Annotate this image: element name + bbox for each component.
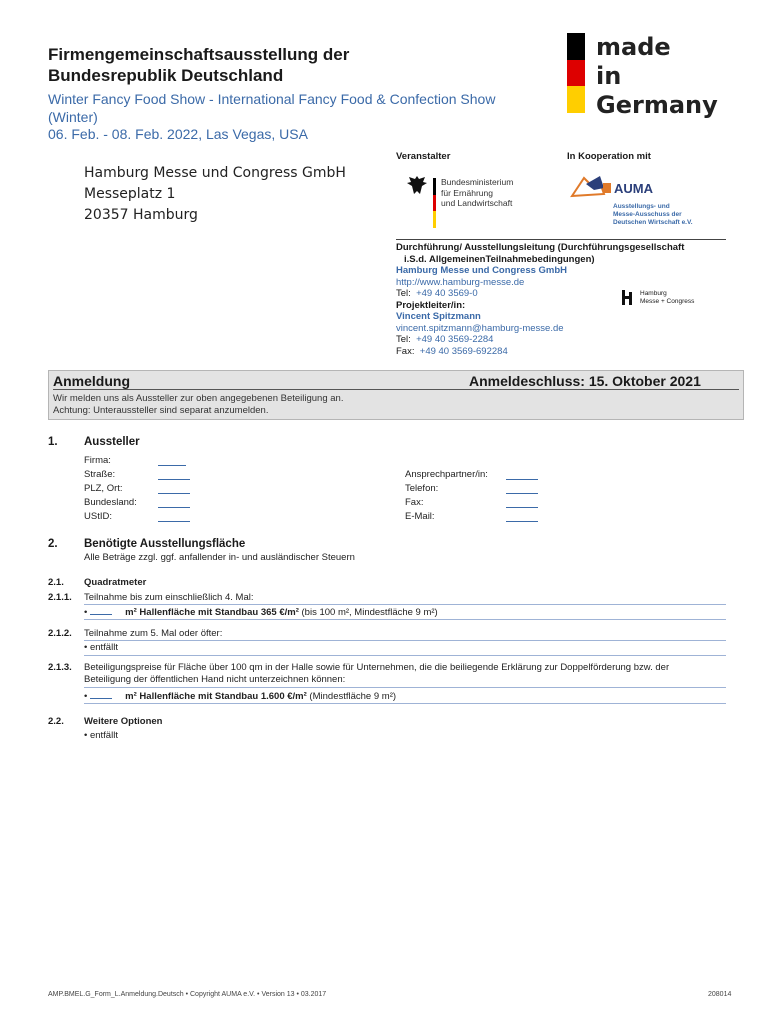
title-line-1: Firmengemeinschaftsausstellung der — [48, 45, 350, 64]
option-b: mit Standbau 365 €/m² — [198, 607, 299, 618]
logo-word: made — [596, 33, 671, 61]
bmel-line: und Landwirtschaft — [441, 198, 513, 208]
section-1-number: 1. — [48, 436, 58, 448]
anmeldung-deadline: Anmeldeschluss: 15. Oktober 2021 — [469, 373, 701, 389]
fax-input[interactable] — [506, 507, 538, 508]
field-label-firma: Firma: — [84, 455, 111, 466]
event-name-line-1: Winter Fancy Food Show - International Fancy Food & Confection Show — [48, 91, 496, 107]
bmel-logo-text — [441, 177, 513, 209]
ustid-input[interactable] — [158, 521, 190, 522]
return-address — [84, 163, 346, 226]
anmeldung-text — [53, 393, 343, 417]
divider — [396, 239, 726, 240]
hamburg-messe-logo — [640, 290, 694, 306]
text-line: Beteiligung der öffentlichen Hand nicht unterzeichnen können: — [84, 674, 346, 685]
event-dates: 06. Feb. - 08. Feb. 2022, Las Vegas, USA — [48, 126, 308, 142]
tax-note: Alle Beträge zzgl. ggf. anfallender in- und ausländischer Steuern — [84, 552, 355, 563]
hm-line: Messe + Congress — [640, 298, 695, 305]
text-line: Beteiligungspreise für Fläche über 100 qm in der Halle sowie für Unternehmen, die die beiliegende Erklärung zur Doppelförderung bzw. der — [84, 662, 670, 673]
bundesland-input[interactable] — [158, 507, 190, 508]
option-box-bottom — [84, 619, 726, 620]
section-1-title: Aussteller — [84, 436, 140, 448]
hm-line: Hamburg — [640, 290, 667, 297]
option-2-1-3[interactable] — [84, 690, 396, 702]
anmeldung-text-line: Wir melden uns als Aussteller zur oben angegebenen Beteiligung an. — [53, 393, 344, 404]
address-line: Messeplatz 1 — [84, 186, 176, 202]
ansprechpartner-input[interactable] — [506, 479, 538, 480]
bmel-line: Bundesministerium — [441, 177, 514, 187]
field-label-email: E-Mail: — [405, 511, 435, 522]
option-2-1-1[interactable] — [84, 606, 438, 618]
subsection-2-1-2-number: 2.1.2. — [48, 628, 72, 639]
option-c: (Mindestfläche 9 m²) — [306, 691, 397, 702]
federal-eagle-icon — [405, 174, 429, 196]
field-label-ansprechpartner: Ansprechpartner/in: — [405, 469, 488, 480]
tel-label: Tel: — [396, 288, 411, 299]
plz-ort-input[interactable] — [158, 493, 190, 494]
option-a: m² Hallenfläche — [125, 691, 199, 702]
subsection-2-1-2-text: Teilnahme zum 5. Mal oder öfter: — [84, 628, 223, 639]
address-line: Hamburg Messe und Congress GmbH — [84, 165, 346, 181]
projektleiter-phone — [396, 334, 736, 346]
organizer-company: Hamburg Messe und Congress GmbH — [396, 265, 568, 276]
tel-value: +49 40 3569-2284 — [416, 334, 494, 345]
field-label-telefon: Telefon: — [405, 483, 439, 494]
quantity-blank-input[interactable] — [90, 606, 112, 615]
bullet: • — [84, 691, 88, 702]
option-2-1-2: • entfällt — [84, 642, 118, 653]
subsection-2-2-title: Weitere Optionen — [84, 716, 163, 727]
field-label-bundesland: Bundesland: — [84, 497, 137, 508]
organizer-url-link[interactable]: http://www.hamburg-messe.de — [396, 276, 525, 288]
auma-sub-line: Ausstellungs- und — [613, 203, 670, 210]
fax-label: Fax: — [396, 345, 415, 357]
option-box-bottom — [84, 655, 726, 656]
option-box-top — [84, 604, 726, 605]
anmeldung-divider — [53, 389, 739, 390]
email-input[interactable] — [506, 521, 538, 522]
subsection-2-1-1-text: Teilnahme bis zum einschließlich 4. Mal: — [84, 592, 254, 603]
subsection-2-1-3-text — [84, 662, 734, 686]
bmel-line: für Ernährung — [441, 187, 493, 198]
auma-subtitle — [613, 203, 693, 227]
option-a: m² Hallenfläche — [125, 607, 199, 618]
bullet: • — [84, 607, 88, 618]
auma-sub-line: Deutschen Wirtschaft e.V. — [613, 219, 693, 226]
kooperation-label: In Kooperation mit — [567, 151, 651, 162]
logo-word: in — [596, 62, 622, 90]
durchfuehrung-label: Durchführung/ Ausstellungsleitung (Durchführungsgesellschaft — [396, 242, 685, 253]
firma-input[interactable] — [158, 465, 186, 466]
durchfuehrung-label-cont: i.S.d. AllgemeinenTeilnahmebedingungen) — [404, 253, 595, 265]
auma-sub-line: Messe-Ausschuss der — [613, 211, 682, 218]
projektleiter-email-link[interactable]: vincent.spitzmann@hamburg-messe.de — [396, 322, 564, 334]
title-line-2: Bundesrepublik Deutschland — [48, 66, 284, 85]
footer-copyright: AMP.BMEL.G_Form_L.Anmeldung.Deutsch • Copyright AUMA e.V. • Version 13 • 03.2017 — [48, 991, 327, 998]
strasse-input[interactable] — [158, 479, 190, 480]
veranstalter-label: Veranstalter — [396, 151, 451, 162]
quantity-blank-input[interactable] — [90, 690, 112, 699]
projektleiter-name: Vincent Spitzmann — [396, 311, 481, 322]
section-2-title: Benötigte Ausstellungsfläche — [84, 538, 246, 550]
event-name-line-2: (Winter) — [48, 109, 98, 125]
subsection-2-2-number: 2.2. — [48, 716, 64, 727]
event-name — [48, 90, 548, 126]
subsection-2-1-title: Quadratmeter — [84, 577, 147, 588]
projektleiter-fax — [396, 346, 736, 358]
field-label-ustid: UStID: — [84, 511, 112, 522]
logo-word: Germany — [596, 91, 718, 119]
hamburg-messe-logo-icon — [622, 290, 634, 305]
document-title — [48, 44, 528, 86]
projektleiter-label: Projektleiter/in: — [396, 299, 466, 311]
tel-value: +49 40 3569-0 — [416, 288, 478, 299]
fax-value: +49 40 3569-692284 — [419, 345, 508, 357]
telefon-input[interactable] — [506, 493, 538, 494]
field-label-plz-ort: PLZ, Ort: — [84, 483, 123, 494]
bmel-flag-stripe-icon — [433, 178, 436, 228]
german-flag-icon — [567, 33, 585, 113]
option-c: (bis 100 m², Mindestfläche 9 m²) — [298, 607, 438, 618]
option-box-bottom — [84, 703, 726, 704]
field-label-strasse: Straße: — [84, 469, 116, 480]
option-b: mit Standbau 1.600 €/m² — [198, 691, 307, 702]
subsection-2-1-1-number: 2.1.1. — [48, 592, 72, 603]
option-box-top — [84, 687, 726, 688]
address-line: 20357 Hamburg — [84, 207, 198, 223]
field-label-fax: Fax: — [405, 497, 424, 508]
option-box-top — [84, 640, 726, 641]
tel-label: Tel: — [396, 334, 411, 345]
made-in-germany-logo — [596, 33, 718, 120]
section-2-number: 2. — [48, 538, 58, 550]
anmeldung-title: Anmeldung — [53, 373, 130, 389]
footer-page-code: 208014 — [708, 991, 732, 998]
anmeldung-text-line: Achtung: Unteraussteller sind separat anzumelden. — [53, 405, 269, 416]
subsection-2-1-3-number: 2.1.3. — [48, 662, 72, 673]
auma-name: AUMA — [614, 181, 653, 196]
subsection-2-1-number: 2.1. — [48, 577, 64, 588]
option-2-2: • entfällt — [84, 730, 118, 741]
